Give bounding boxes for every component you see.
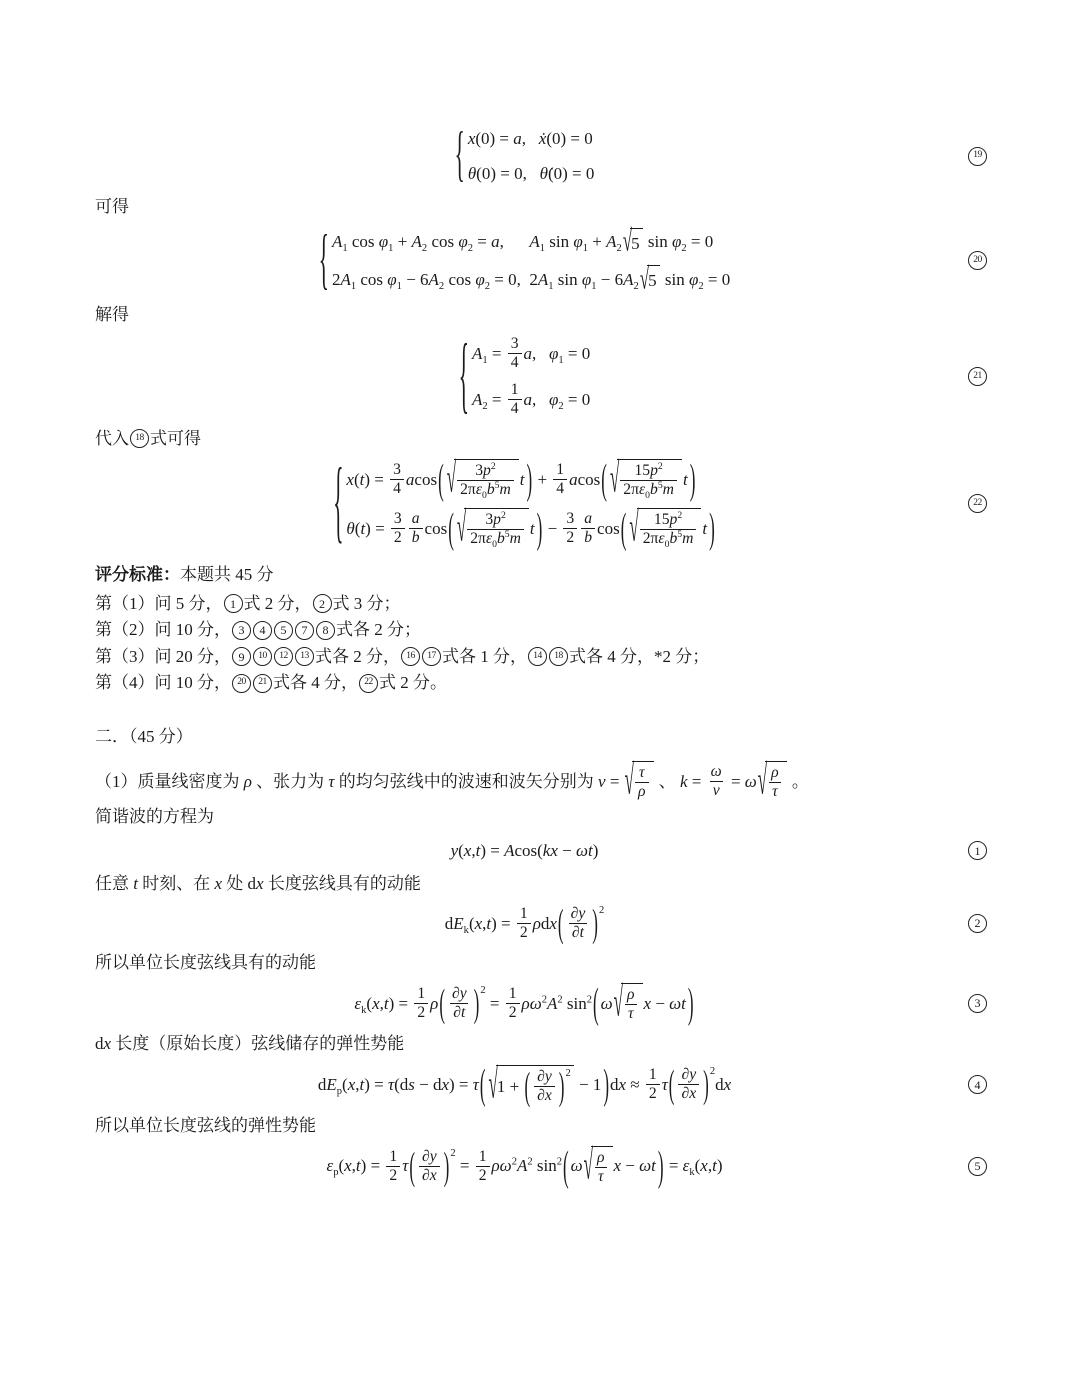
equation-block: d $E_k$ ( x , t ) = $\frac{1}{2}$ ρ d x ( ∂ y ∂ t ) 2 2 xyxy=(95,905,988,942)
paragraph: 可得 xyxy=(95,197,129,216)
circled-number: 9 xyxy=(232,647,251,666)
circled-number: 2 xyxy=(313,594,332,613)
paragraph: 解得 xyxy=(95,304,129,324)
circled-number: 18 xyxy=(549,647,568,666)
equation-number: 20 xyxy=(968,251,987,270)
equation-number: 5 xyxy=(968,1157,987,1176)
equation-block: y ( x , t ) = A cos( k x − ω t ) 1 xyxy=(95,838,988,864)
paragraph: （1）质量线密度为 ρ 、张力为 τ 的均匀弦线中的波速和波矢分别为 v = √ τ ρ 、 k = $\frac{\omega}{v}$ = ω √ ρ τ 。 xyxy=(95,757,809,804)
circled-number: 7 xyxy=(295,621,314,640)
paragraph: 第（3）问 20 分， 9 10 12 13 式各 2 分， 16 17 式各 1 分， 14 18 式各 4 分，*2 分； xyxy=(95,646,710,666)
circled-number: 17 xyxy=(422,647,441,666)
circled-number: 3 xyxy=(232,621,251,640)
equation-number: 4 xyxy=(968,1075,987,1094)
equation-block: { $A_1$ = $\frac{3}{4}$ a , $\varphi_1$ = 0 $A_2$ = $\frac{1}{4}$ a , $\varphi_2$ = 0 21 xyxy=(95,335,988,418)
circled-number: 4 xyxy=(253,621,272,640)
paragraph: 所以单位长度弦线具有的动能 xyxy=(95,952,316,972)
paragraph: 第（1）问 5 分， 1 式 2 分， 2 式 3 分； xyxy=(95,593,401,613)
equation-number: 2 xyxy=(968,914,987,933)
circled-number: 13 xyxy=(295,647,314,666)
circled-number: 10 xyxy=(253,647,272,666)
equation-block: d $E_p$ ( x , t ) = τ (d s − d x ) = τ ( √ 1 + ( ∂ y ∂ x ) 2 − 1 ) d x ≈ $\frac{1}{2}$ τ ( ∂ y ∂ x ) 2 d x 4 xyxy=(95,1065,988,1105)
circled-number: 1 xyxy=(224,594,243,613)
circled-number: 12 xyxy=(274,647,293,666)
paragraph: 第（2）问 10 分， 3 4 5 7 8 式各 2 分； xyxy=(95,620,421,640)
paragraph: 评分标准： 本题共 45 分 xyxy=(95,565,274,585)
circled-number: 22 xyxy=(359,674,378,693)
paragraph: 所以单位长度弦线的弹性势能 xyxy=(95,1115,316,1135)
equation-number: 22 xyxy=(968,494,987,513)
paragraph: 代入 18 式可得 xyxy=(95,428,201,448)
equation-block: $\varepsilon_k$ ( x , t ) = $\frac{1}{2}$ ρ ( ∂ y ∂ t ) 2 = $\frac{1}{2}$ ρ $\omega^2$ $A^2$ $\sin^2$ ( ω √ ρ τ x − ω t ) 3 xyxy=(95,983,988,1023)
circled-number: 20 xyxy=(232,674,251,693)
paragraph: d x 长度（原始长度）弦线储存的弹性势能 xyxy=(95,1034,405,1054)
equation-block: { x (0) = a , ẋ (0) = 0 θ (0) = 0, θ̇ (0) = 0 19 xyxy=(95,126,988,186)
equation-block: $\varepsilon_p$ ( x , t ) = $\frac{1}{2}$ τ ( ∂ y ∂ x ) 2 = $\frac{1}{2}$ ρ $\omega^2$ $A^2$ $\sin^2$ ( ω √ ρ τ x − ω t ) = $\varepsilon_k$ ( x , t ) 5 xyxy=(95,1146,988,1186)
circled-number: 14 xyxy=(528,647,547,666)
circled-number: 5 xyxy=(274,621,293,640)
paragraph: 第（4）问 10 分， 20 21 式各 4 分， 22 式 2 分。 xyxy=(95,673,447,693)
equation-number: 3 xyxy=(968,994,987,1013)
paragraph: 简谐波的方程为 xyxy=(95,807,214,827)
equation-number: 1 xyxy=(968,841,987,860)
paragraph: 二．（45 分） xyxy=(95,726,193,746)
circled-number: 8 xyxy=(316,621,335,640)
equation-number: 21 xyxy=(968,367,987,386)
paragraph: 任意 t 时刻、在 x 处 d x 长度弦线具有的动能 xyxy=(95,874,421,894)
circled-number: 21 xyxy=(253,674,272,693)
equation-block: { $A_1$ cos $\varphi_1$ + $A_2$ cos $\varphi_2$ = a , $A_1$ sin $\varphi_1$ + $A_2$ √ 5 sin $\varphi_2$ = 0 2 $A_1$ cos $\varphi_1$ − 6 $A_2$ cos $\varphi_2$ = 0, 2 $A_1$ sin $\varphi_1$ − 6 $A_2$ √ 5 sin $\varphi_2$ = 0 20 xyxy=(95,228,988,294)
circled-number: 18 xyxy=(130,429,149,448)
equation-number: 19 xyxy=(968,147,987,166)
equation-block: { x ( t ) = $\frac{3}{4}$ a cos ( √ 3 $p^2$ 2π $\varepsilon_0$ $b^5$ m t ) + $\frac{1}{4}$ a cos ( √ 15 $p^2$ 2π $\varepsilon_0$ $b^5$ m t ) θ ( t ) = $\frac{3}{2}$ a b cos ( √ 3 $p^2$ 2π $\varepsilon_0$ $b^5$ m t ) − $\frac{3}{2}$ a b cos ( √ 15 $p^2$ 2π $\varepsilon_0$ $b^5$ m t ) 22 xyxy=(95,459,988,548)
circled-number: 16 xyxy=(401,647,420,666)
